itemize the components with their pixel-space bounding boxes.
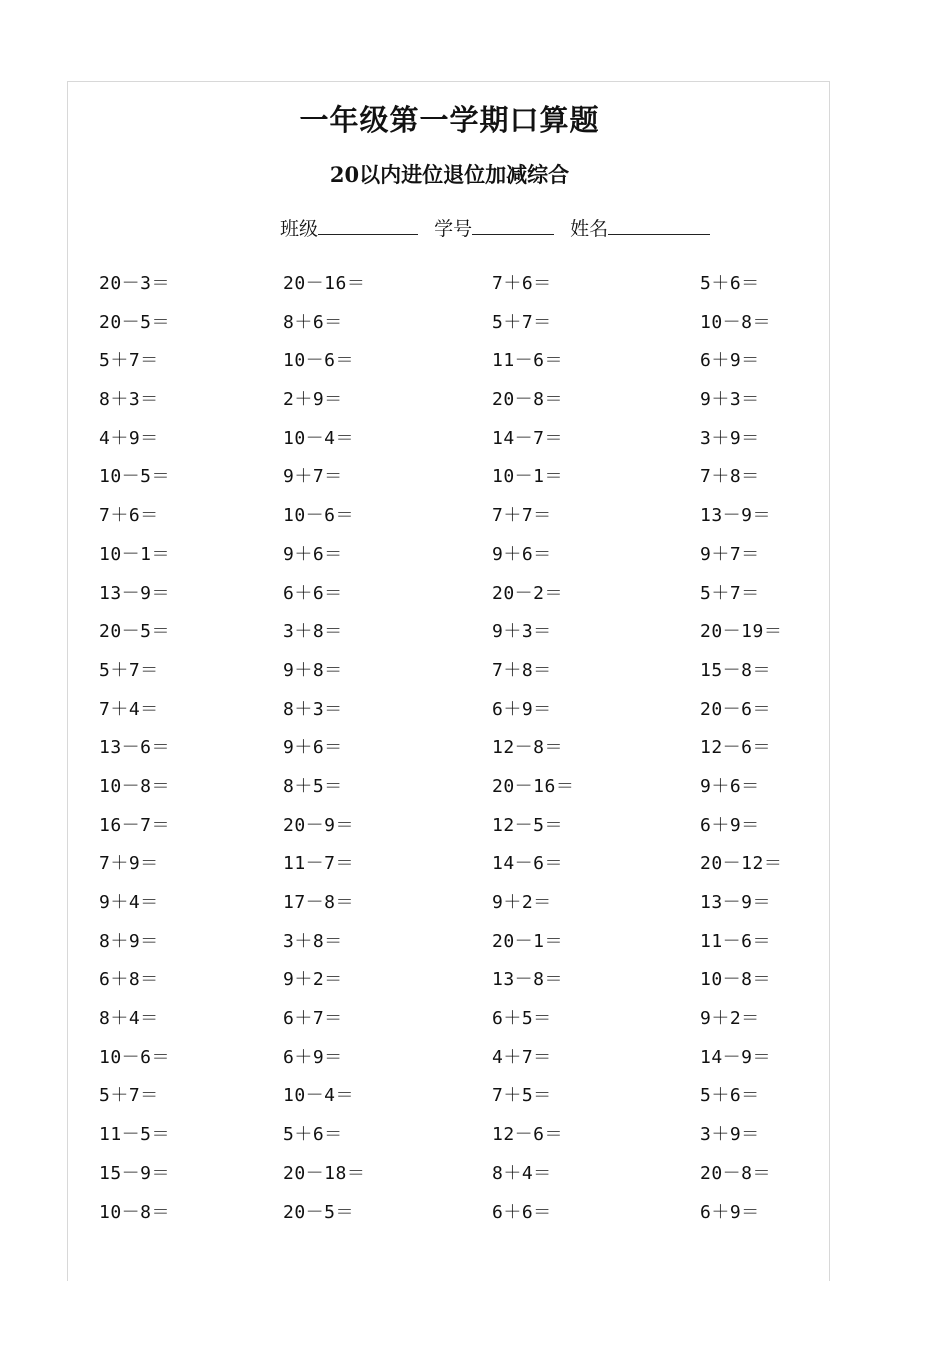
problem-grid (99, 272, 819, 1239)
problem-row (99, 504, 819, 543)
student-number-blank[interactable] (472, 214, 554, 235)
math-problem: 3＋8＝ (283, 930, 343, 952)
math-problem: 20－18＝ (283, 1162, 366, 1184)
math-problem: 15－9＝ (99, 1162, 171, 1184)
math-problem: 7＋7＝ (492, 505, 552, 527)
math-problem: 8＋4＝ (492, 1162, 552, 1184)
math-problem: 16－7＝ (99, 814, 171, 836)
math-problem: 6＋9＝ (283, 1046, 343, 1068)
math-problem: 14－9＝ (700, 1046, 772, 1068)
problem-row (99, 1201, 819, 1240)
math-problem: 17－8＝ (283, 892, 355, 913)
math-problem: 12－6＝ (492, 1124, 564, 1146)
problem-row (99, 272, 819, 311)
problem-row (99, 659, 819, 698)
math-problem: 6＋7＝ (283, 1008, 343, 1030)
math-problem: 13－6＝ (99, 737, 171, 759)
math-problem: 11－6＝ (492, 350, 564, 372)
math-problem: 8＋5＝ (283, 775, 343, 797)
math-problem: 10－8＝ (99, 775, 171, 797)
math-problem: 9＋6＝ (283, 737, 343, 759)
math-problem: 13－8＝ (492, 969, 564, 991)
problem-row (99, 814, 819, 853)
class-blank[interactable] (318, 214, 418, 235)
math-problem: 5＋7＝ (492, 311, 552, 333)
math-problem: 6＋9＝ (700, 814, 760, 836)
math-problem: 7＋9＝ (99, 853, 159, 875)
problem-row (99, 1084, 819, 1123)
math-problem: 10－8＝ (700, 969, 772, 991)
math-problem: 13－9＝ (99, 582, 171, 604)
math-problem: 20－8＝ (492, 389, 564, 411)
math-problem: 9＋6＝ (700, 775, 760, 797)
math-problem: 6＋8＝ (99, 969, 159, 991)
problem-row (99, 852, 819, 891)
math-problem: 9＋6＝ (492, 543, 552, 565)
math-problem: 20－9＝ (283, 814, 355, 836)
math-problem: 8＋3＝ (99, 389, 159, 411)
math-problem: 8＋3＝ (283, 698, 343, 720)
math-problem: 13－9＝ (700, 505, 772, 527)
math-problem: 20－5＝ (283, 1201, 355, 1223)
math-problem: 2＋9＝ (283, 389, 343, 411)
math-problem: 7＋4＝ (99, 698, 159, 720)
math-problem: 3＋8＝ (283, 621, 343, 643)
math-problem: 7＋6＝ (492, 273, 552, 294)
problem-row (99, 775, 819, 814)
math-problem: 5＋7＝ (99, 350, 159, 372)
problem-row (99, 465, 819, 504)
problem-row (99, 1162, 819, 1201)
math-problem: 20－3＝ (99, 273, 171, 294)
math-problem: 20－12＝ (700, 853, 783, 875)
math-problem: 10－6＝ (283, 350, 355, 372)
math-problem: 6＋5＝ (492, 1008, 552, 1030)
math-problem: 9＋2＝ (492, 892, 552, 913)
problem-row (99, 698, 819, 737)
math-problem: 9＋8＝ (283, 659, 343, 681)
math-problem: 8＋6＝ (283, 311, 343, 333)
math-problem: 5＋6＝ (283, 1124, 343, 1146)
problem-row (99, 349, 819, 388)
math-problem: 9＋7＝ (283, 466, 343, 488)
math-problem: 5＋7＝ (99, 659, 159, 681)
math-problem: 13－9＝ (700, 892, 772, 913)
problem-row (99, 968, 819, 1007)
math-problem: 20－8＝ (700, 1162, 772, 1184)
math-problem: 6＋9＝ (700, 1201, 760, 1223)
math-problem: 10－1＝ (99, 543, 171, 565)
math-problem: 5＋7＝ (99, 1085, 159, 1107)
math-problem: 20－1＝ (492, 930, 564, 952)
math-problem: 5＋6＝ (700, 1085, 760, 1107)
math-problem: 20－6＝ (700, 698, 772, 720)
class-label: 班级 (280, 218, 319, 240)
problem-row (99, 620, 819, 659)
math-problem: 14－7＝ (492, 427, 564, 449)
math-problem: 9＋3＝ (492, 621, 552, 643)
worksheet-title: 一年级第一学期口算题 (299, 103, 600, 137)
worksheet-subtitle: 20以内进位退位加减综合 (329, 162, 570, 187)
math-problem: 10－5＝ (99, 466, 171, 488)
problem-row (99, 1007, 819, 1046)
problem-row (99, 427, 819, 466)
math-problem: 7＋8＝ (492, 659, 552, 681)
math-problem: 9＋2＝ (700, 1008, 760, 1030)
math-problem: 10－6＝ (99, 1046, 171, 1068)
problem-row (99, 582, 819, 621)
math-problem: 7＋8＝ (700, 466, 760, 488)
math-problem: 10－6＝ (283, 505, 355, 527)
math-problem: 8＋9＝ (99, 930, 159, 952)
math-problem: 5＋7＝ (700, 582, 760, 604)
math-problem: 10－4＝ (283, 427, 355, 449)
math-problem: 15－8＝ (700, 659, 772, 681)
problem-row (99, 736, 819, 775)
math-problem: 10－8＝ (700, 311, 772, 333)
math-problem: 10－1＝ (492, 466, 564, 488)
math-problem: 20－16＝ (492, 775, 575, 797)
name-label: 姓名 (570, 218, 609, 240)
math-problem: 6＋9＝ (492, 698, 552, 720)
math-problem: 4＋7＝ (492, 1046, 552, 1068)
math-problem: 6＋9＝ (700, 350, 760, 372)
math-problem: 11－7＝ (283, 853, 355, 875)
math-problem: 10－4＝ (283, 1085, 355, 1107)
math-problem: 11－6＝ (700, 930, 772, 952)
student-info-row (280, 214, 710, 242)
math-problem: 3＋9＝ (700, 427, 760, 449)
math-problem: 7＋5＝ (492, 1085, 552, 1107)
math-problem: 9＋6＝ (283, 543, 343, 565)
problem-row (99, 311, 819, 350)
math-problem: 6＋6＝ (283, 582, 343, 604)
problem-row (99, 891, 819, 930)
math-problem: 9＋2＝ (283, 969, 343, 991)
problem-row (99, 543, 819, 582)
math-problem: 11－5＝ (99, 1124, 171, 1146)
math-problem: 5＋6＝ (700, 273, 760, 294)
problem-row (99, 1046, 819, 1085)
math-problem: 6＋6＝ (492, 1201, 552, 1223)
math-problem: 7＋6＝ (99, 505, 159, 527)
problem-row (99, 1123, 819, 1162)
math-problem: 9＋4＝ (99, 892, 159, 913)
math-problem: 4＋9＝ (99, 427, 159, 449)
problem-row (99, 388, 819, 427)
math-problem: 9＋7＝ (700, 543, 760, 565)
math-problem: 20－5＝ (99, 311, 171, 333)
name-blank[interactable] (608, 214, 710, 235)
worksheet-page (67, 81, 830, 1281)
math-problem: 20－2＝ (492, 582, 564, 604)
math-problem: 10－8＝ (99, 1201, 171, 1223)
math-problem: 12－6＝ (700, 737, 772, 759)
math-problem: 20－16＝ (283, 273, 366, 294)
math-problem: 12－5＝ (492, 814, 564, 836)
math-problem: 20－19＝ (700, 621, 783, 643)
math-problem: 20－5＝ (99, 621, 171, 643)
math-problem: 12－8＝ (492, 737, 564, 759)
student-number-label: 学号 (434, 218, 473, 240)
math-problem: 9＋3＝ (700, 389, 760, 411)
math-problem: 8＋4＝ (99, 1008, 159, 1030)
math-problem: 3＋9＝ (700, 1124, 760, 1146)
math-problem: 14－6＝ (492, 853, 564, 875)
problem-row (99, 930, 819, 969)
